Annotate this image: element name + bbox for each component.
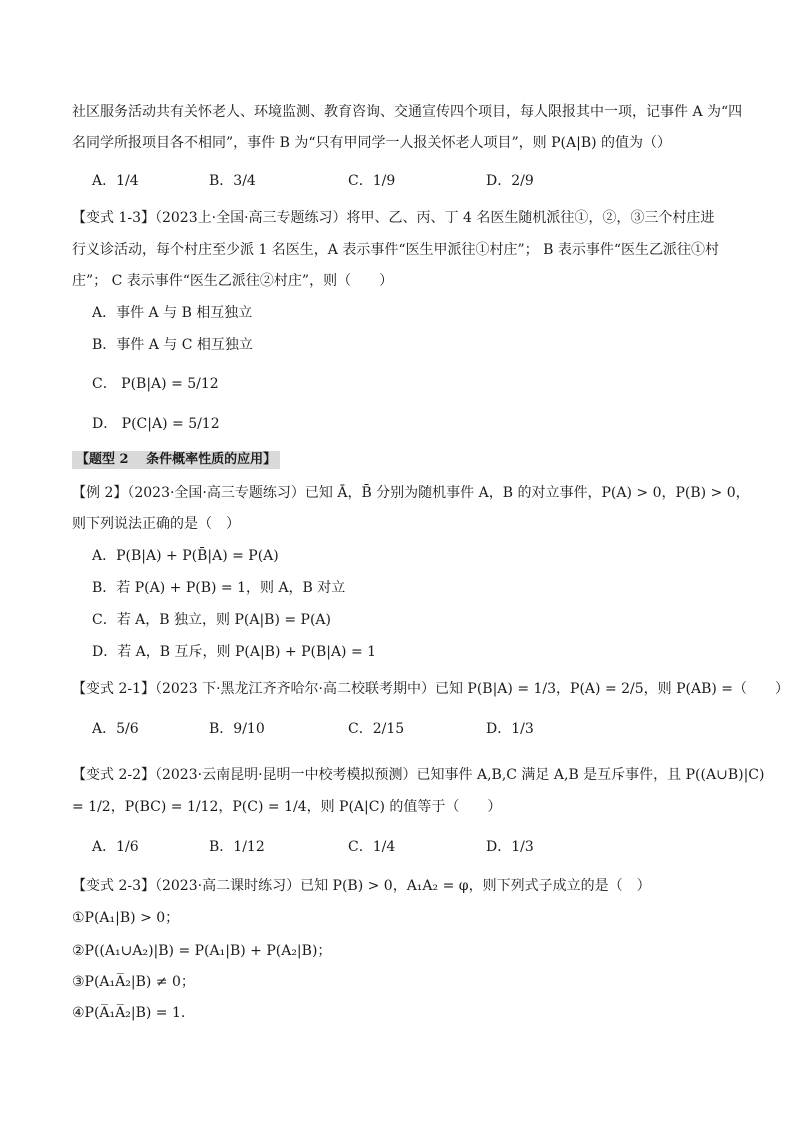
variant21-line1: 【变式 2-1】（2023 下·黑龙江齐齐哈尔·高二校联考期中）已知 P(B|A) = 1/3，P(A) = 2/5，则 P(AB) =（ ）	[72, 681, 790, 697]
variant21-option-a: A．5/6	[92, 721, 139, 737]
variant22-line2: = 1/2，P(BC) = 1/12，P(C) = 1/4，则 P(A|C) 的值等于（ ）	[72, 799, 502, 815]
variant13-option-d: D． P(C|A) = 5/12	[92, 416, 220, 432]
variant23-item-2: ②P((A₁∪A₂)|B) = P(A₁|B) + P(A₂|B)；	[72, 943, 332, 959]
example2-option-d: D．若 A，B 互斥，则 P(A|B) + P(B|A) = 1	[92, 644, 377, 660]
variant13-option-b: B．事件 A 与 C 相互独立	[92, 337, 253, 353]
variant13-line1: 【变式 1-3】（2023上·全国·高三专题练习）将甲、乙、丙、丁 4 名医生随机派往①，②，③三个村庄进	[72, 210, 715, 226]
problem1-option-b: B．3/4	[209, 173, 256, 189]
example2-option-b: B．若 P(A) + P(B) = 1，则 A，B 对立	[92, 580, 346, 596]
example2-option-a: A．P(B|A) + P(B̄|A) = P(A)	[92, 548, 279, 564]
variant23-item-1: ①P(A₁|B) > 0；	[72, 910, 180, 926]
variant22-option-b: B．1/12	[209, 839, 265, 855]
variant21-option-d: D．1/3	[486, 721, 534, 737]
variant22-option-c: C．1/4	[348, 839, 396, 855]
example2-line1: 【例 2】（2023·全国·高三专题练习）已知 Ā，B̄ 分别为随机事件 A，B 的对立事件，P(A) > 0，P(B) > 0，	[72, 485, 750, 501]
variant23-item-3: ③P(A₁A̅₂|B) ≠ 0；	[72, 974, 195, 990]
variant13-line2: 行义诊活动，每个村庄至少派 1 名医生，A 表示事件“医生甲派往①村庄”； B 表示事件“医生乙派往①村	[72, 242, 720, 258]
example2-option-c: C．若 A，B 独立，则 P(A|B) = P(A)	[92, 612, 332, 628]
problem1-text-line2: 名同学所报项目各不相同”，事件 B 为“只有甲同学一人报关怀老人项目”，则 P(A|B) 的值为（）	[72, 135, 672, 151]
variant13-option-a: A．事件 A 与 B 相互独立	[92, 305, 253, 321]
variant21-option-c: C．2/15	[348, 721, 405, 737]
variant22-line1: 【变式 2-2】（2023·云南昆明·昆明一中校考模拟预测）已知事件 A,B,C 满足 A,B 是互斥事件，且 P((A∪B)|C)	[72, 767, 765, 783]
variant23-line1: 【变式 2-3】（2023·高二课时练习）已知 P(B) > 0，A₁A₂ = φ，则下列式子成立的是（ ）	[72, 878, 651, 894]
problem1-option-d: D．2/9	[486, 173, 534, 189]
variant13-option-c: C． P(B|A) = 5/12	[92, 376, 219, 392]
variant22-option-d: D．1/3	[486, 839, 534, 855]
variant13-line3: 庄”； C 表示事件“医生乙派往②村庄”，则（ ）	[72, 273, 394, 289]
example2-line2: 则下列说法正确的是（ ）	[72, 516, 240, 532]
problem1-text-line1: 社区服务活动共有关怀老人、环境监测、教育咨询、交通宣传四个项目，每人限报其中一项，记事件 A 为“四	[72, 104, 743, 120]
problem1-option-c: C．1/9	[348, 173, 396, 189]
variant22-option-a: A．1/6	[92, 839, 139, 855]
problem1-option-a: A．1/4	[92, 173, 139, 189]
variant21-option-b: B．9/10	[209, 721, 265, 737]
variant23-item-4: ④P(A̅₁A̅₂|B) = 1.	[72, 1005, 186, 1021]
section-title: 【题型 2 条件概率性质的应用】	[72, 451, 280, 469]
